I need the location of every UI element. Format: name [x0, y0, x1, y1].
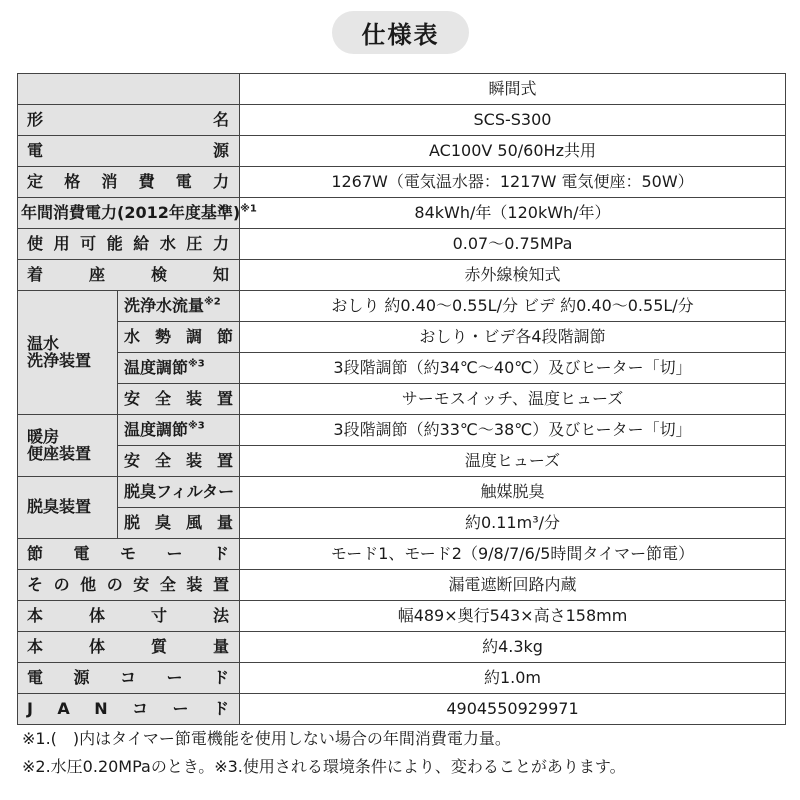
label-char: ド	[212, 667, 229, 687]
label-char: 他	[80, 574, 97, 594]
label-char: 可	[80, 233, 97, 253]
row-value: SCS-S300	[240, 105, 786, 136]
table-row	[18, 229, 786, 260]
row-value: 84kWh/年（120kWh/年）	[240, 198, 786, 229]
row-label	[18, 663, 240, 694]
table-row	[18, 446, 786, 477]
sub-label	[118, 384, 240, 415]
spread-label	[124, 326, 233, 346]
table-row	[18, 353, 786, 384]
footnote: ※2.水圧0.20MPaのとき。※3.使用される環境条件により、変わることがあります。	[22, 757, 626, 776]
row-value: 温度ヒューズ	[240, 446, 786, 477]
sub-label-text: 脱臭フィルター	[124, 481, 235, 501]
sub-label-text: 洗浄水流量	[124, 295, 205, 315]
label-char: 質	[150, 636, 167, 656]
label-char: 節	[216, 326, 233, 346]
label-char: 置	[216, 450, 233, 470]
label-char: 電	[27, 140, 44, 160]
label-char: 安	[124, 450, 141, 470]
row-value: 幅489×奥行543×高さ158mm	[240, 601, 786, 632]
label-char: 置	[212, 574, 229, 594]
spread-label	[27, 543, 229, 563]
label-char: 検	[150, 264, 167, 284]
row-value: 0.07〜0.75MPa	[240, 229, 786, 260]
group-label-washing	[18, 291, 118, 415]
spec-table	[17, 73, 786, 725]
label-char: 圧	[186, 233, 203, 253]
table-row	[18, 260, 786, 291]
label-char: の	[53, 574, 70, 594]
row-value: 1267W（電気温水器：1217W 電気便座：50W）	[240, 167, 786, 198]
footnote: ※1.( )内はタイマー節電機能を使用しない場合の年間消費電力量。	[22, 729, 511, 748]
label-char: 座	[88, 264, 105, 284]
row-label	[18, 570, 240, 601]
sub-label	[118, 508, 240, 539]
table-row	[18, 694, 786, 725]
sub-label-text: 温度調節	[124, 357, 189, 377]
label-char: 知	[212, 264, 229, 284]
row-value: 触媒脱臭	[240, 477, 786, 508]
label-char: 本	[27, 636, 44, 656]
label-char: 電	[175, 171, 192, 191]
group-label-line: 温水	[27, 333, 60, 353]
label-char: 装	[185, 388, 202, 408]
row-value: モード1、モード2（9/8/7/6/5時間タイマー節電）	[240, 539, 786, 570]
label-char: 置	[216, 388, 233, 408]
label-char: ー	[166, 543, 183, 563]
row-value: おしり・ビデ各4段階調節	[240, 322, 786, 353]
row-label	[18, 167, 240, 198]
label-char: 形	[27, 109, 44, 129]
row-label	[18, 136, 240, 167]
label-char: 量	[212, 636, 229, 656]
row-value: 約0.11m³/分	[240, 508, 786, 539]
spread-label	[27, 574, 229, 594]
label-char: 名	[212, 109, 229, 129]
table-row	[18, 508, 786, 539]
label-char: 風	[185, 512, 202, 532]
spread-label	[27, 140, 229, 160]
footnote-marker: ※1	[240, 203, 257, 215]
label-char: 全	[154, 388, 171, 408]
label-char: モ	[119, 543, 136, 563]
sub-label	[118, 353, 240, 384]
spread-label	[27, 698, 229, 718]
spread-label	[27, 667, 229, 687]
group-label-line: 脱臭装置	[27, 497, 92, 517]
label-char: コ	[119, 667, 136, 687]
group-label-heated-seat	[18, 415, 118, 477]
row-label	[18, 229, 240, 260]
label-char: 使	[27, 233, 44, 253]
row-value: おしり 約0.40〜0.55L/分 ビデ 約0.40〜0.55L/分	[240, 291, 786, 322]
footnote-marker: ※2	[204, 296, 221, 308]
label-char: 臭	[154, 512, 171, 532]
row-label	[18, 601, 240, 632]
row-value: 約1.0m	[240, 663, 786, 694]
group-label-line: 洗浄装置	[27, 350, 92, 370]
sub-label	[118, 477, 240, 508]
group-label-line: 暖房	[27, 426, 60, 446]
spread-label	[27, 264, 229, 284]
table-row	[18, 74, 786, 105]
spread-label	[27, 109, 229, 129]
table-row	[18, 477, 786, 508]
label-char: 量	[216, 512, 233, 532]
spread-label	[27, 605, 229, 625]
label-char: N	[94, 698, 108, 718]
table-row	[18, 539, 786, 570]
page-title: 仕様表	[332, 11, 469, 54]
label-char: 給	[133, 233, 150, 253]
row-value: 3段階調節（約34℃〜40℃）及びヒーター「切」	[240, 353, 786, 384]
sub-label-text: 温度調節	[124, 419, 189, 439]
sub-label	[118, 322, 240, 353]
row-label	[18, 260, 240, 291]
table-row	[18, 136, 786, 167]
label-char: 勢	[154, 326, 171, 346]
label-char: 水	[159, 233, 176, 253]
label-char: 力	[212, 171, 229, 191]
table-row	[18, 601, 786, 632]
table-row	[18, 632, 786, 663]
label-char: J	[27, 698, 33, 718]
spread-label	[124, 388, 233, 408]
table-row	[18, 570, 786, 601]
label-char: そ	[27, 574, 44, 594]
sub-label	[118, 291, 240, 322]
label-char: コ	[132, 698, 149, 718]
row-label	[18, 198, 257, 229]
label-char: 源	[212, 140, 229, 160]
row-value: 漏電遮断回路内蔵	[240, 570, 786, 601]
table-row	[18, 663, 786, 694]
table-row	[18, 322, 786, 353]
table-row	[18, 105, 786, 136]
table-row	[18, 291, 786, 322]
label-char: 着	[27, 264, 44, 284]
label-char: 体	[88, 636, 105, 656]
table-row	[18, 198, 786, 229]
spread-label	[124, 512, 233, 532]
label-char: 格	[64, 171, 81, 191]
label-char: ド	[212, 698, 229, 718]
label-char: 安	[124, 388, 141, 408]
label-char: 費	[138, 171, 155, 191]
row-value: 3段階調節（約33℃〜38℃）及びヒーター「切」	[240, 415, 786, 446]
label-char: 電	[27, 667, 44, 687]
header-value-cell: 瞬間式	[240, 74, 786, 105]
label-char: 消	[101, 171, 118, 191]
label-char: 寸	[150, 605, 167, 625]
row-value: サーモスイッチ、温度ヒューズ	[240, 384, 786, 415]
row-label	[18, 632, 240, 663]
label-char: 力	[212, 233, 229, 253]
label-char: 調	[185, 326, 202, 346]
sub-label	[118, 446, 240, 477]
label-char: ー	[166, 667, 183, 687]
row-value: 約4.3kg	[240, 632, 786, 663]
label-char: 源	[73, 667, 90, 687]
label-char: 用	[53, 233, 70, 253]
footnote-marker: ※3	[188, 420, 205, 432]
spread-label	[27, 233, 229, 253]
label-char: 安	[133, 574, 150, 594]
label-char: 法	[212, 605, 229, 625]
label-char: A	[57, 698, 70, 718]
row-label	[18, 694, 240, 725]
row-value: 赤外線検知式	[240, 260, 786, 291]
label-char: 体	[88, 605, 105, 625]
table-row	[18, 415, 786, 446]
spread-label	[27, 636, 229, 656]
spread-label	[27, 171, 229, 191]
sub-label	[118, 415, 240, 446]
annual-label: 年間消費電力(2012年度基準)	[21, 202, 241, 222]
label-char: の	[106, 574, 123, 594]
label-char: 水	[124, 326, 141, 346]
label-char: ド	[212, 543, 229, 563]
row-value: AC100V 50/60Hz共用	[240, 136, 786, 167]
label-char: 脱	[124, 512, 141, 532]
row-label	[18, 105, 240, 136]
footnote-marker: ※3	[188, 358, 205, 370]
label-char: 節	[27, 543, 44, 563]
label-char: 全	[154, 450, 171, 470]
label-char: 装	[185, 450, 202, 470]
table-row	[18, 384, 786, 415]
row-label	[18, 539, 240, 570]
label-char: 電	[73, 543, 90, 563]
label-char: 能	[106, 233, 123, 253]
spread-label	[124, 450, 233, 470]
label-char: 全	[159, 574, 176, 594]
label-char: 本	[27, 605, 44, 625]
table-row	[18, 167, 786, 198]
label-char: ー	[172, 698, 189, 718]
group-label-deodorizer	[18, 477, 118, 539]
group-label-line: 便座装置	[27, 443, 92, 463]
header-blank-cell	[18, 74, 240, 105]
label-char: 装	[186, 574, 203, 594]
row-value: 4904550929971	[240, 694, 786, 725]
label-char: 定	[27, 171, 44, 191]
